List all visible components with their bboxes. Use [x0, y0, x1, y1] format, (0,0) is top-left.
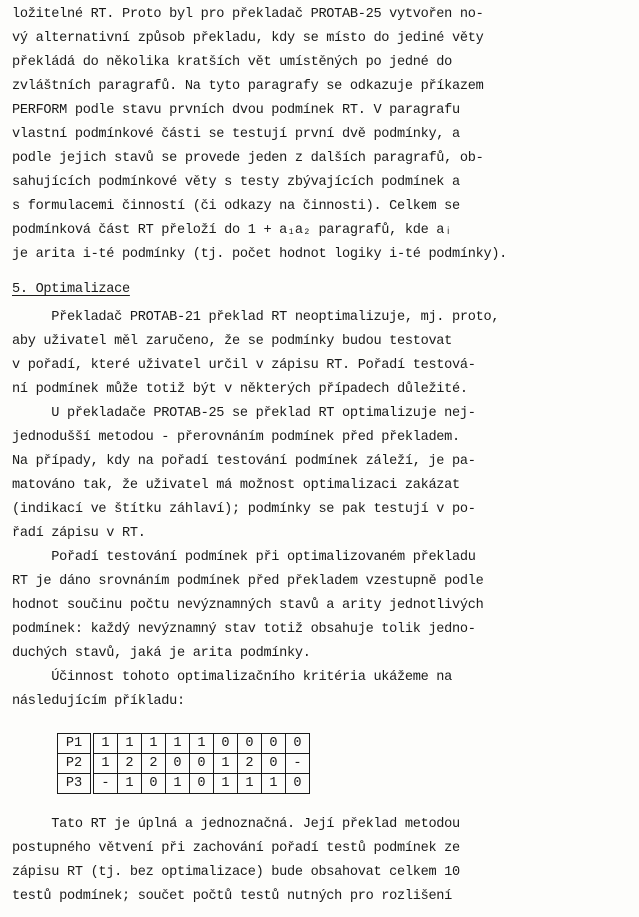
- text-line: sahujících podmínkové věty s testy zbývajících podmínek a: [12, 175, 460, 190]
- text-line: (indikací ve štítku záhlaví); podmínky se pak testují v po-: [12, 502, 476, 517]
- text-line: ní podmínek může totiž být v některých případech důležité.: [12, 382, 468, 397]
- text-line: RT je dáno srovnáním podmínek před překladem vzestupně podle: [12, 574, 484, 589]
- text-line: duchých stavů, jaká je arita podmínky.: [12, 646, 311, 661]
- table-cell: 0: [166, 754, 190, 774]
- text-line: Pořadí testování podmínek při optimalizovaném překladu: [12, 550, 476, 565]
- text-line: aby uživatel měl zaručeno, že se podmínky budou testovat: [12, 334, 453, 349]
- section-heading: 5. Optimalizace: [12, 282, 130, 297]
- text-line: Tato RT je úplná a jednoznačná. Její překlad metodou: [12, 817, 460, 832]
- text-line: je arita i-té podmínky (tj. počet hodnot logiky i-té podmínky).: [12, 247, 508, 262]
- text-line: hodnot součinu počtu nevýznamných stavů a arity jednotlivých: [12, 598, 484, 613]
- text-line: vlastní podmínkové části se testují první dvě podmínky, a: [12, 127, 460, 142]
- table-cell: 1: [118, 774, 142, 794]
- text-line: ložitelné RT. Proto byl pro překladač PROTAB-25 vytvořen no-: [12, 7, 484, 22]
- table-cell: 2: [142, 754, 166, 774]
- text-line: vý alternativní způsob překladu, kdy se místo do jediné věty: [12, 31, 484, 46]
- text-line: s formulacemi činností (či odkazy na činnosti). Celkem se: [12, 199, 460, 214]
- table-cell: 0: [142, 774, 166, 794]
- table-cell: 1: [92, 734, 118, 754]
- table-cell: 1: [166, 774, 190, 794]
- row-label: P3: [58, 774, 93, 794]
- table-row: [58, 754, 310, 774]
- table-cell: 1: [118, 734, 142, 754]
- table-cell: 0: [286, 734, 310, 754]
- table-cell: 2: [238, 754, 262, 774]
- text-line: následujícím příkladu:: [12, 694, 185, 709]
- table-row: [58, 734, 310, 754]
- table-cell: 1: [214, 774, 238, 794]
- table-cell: 1: [166, 734, 190, 754]
- text-line: Na případy, kdy na pořadí testování podmínek záleží, je pa-: [12, 454, 476, 469]
- table-cell: -: [92, 774, 118, 794]
- text-line: postupného větvení při zachování pořadí testů podmínek ze: [12, 841, 460, 856]
- text-line: podle jejich stavů se provede jeden z dalších paragrafů, ob-: [12, 151, 484, 166]
- text-line: zvláštních paragrafů. Na tyto paragrafy se odkazuje příkazem: [12, 79, 484, 94]
- table-cell: 1: [238, 774, 262, 794]
- table-cell: 1: [92, 754, 118, 774]
- row-label: P1: [58, 734, 93, 754]
- table-cell: -: [286, 754, 310, 774]
- text-line: matováno tak, že uživatel má možnost optimalizaci zakázat: [12, 478, 460, 493]
- text-line: testů podmínek; součet počtů testů nutných pro rozlišení: [12, 889, 453, 904]
- text-line: v pořadí, které uživatel určil v zápisu RT. Pořadí testová-: [12, 358, 476, 373]
- text-line: PERFORM podle stavu prvních dvou podmínek RT. V paragrafu: [12, 103, 460, 118]
- table-cell: 0: [238, 734, 262, 754]
- table-cell: 0: [190, 774, 214, 794]
- table-cell: 0: [262, 754, 286, 774]
- table-cell: 0: [262, 734, 286, 754]
- text-line: jednodušší metodou - přerovnáním podmínek před překladem.: [12, 430, 460, 445]
- table-cell: 0: [286, 774, 310, 794]
- text-line: překládá do několika kratších vět umístěných po jedné do: [12, 55, 453, 70]
- table-cell: 1: [142, 734, 166, 754]
- text-line: zápisu RT (tj. bez optimalizace) bude obsahovat celkem 10: [12, 865, 460, 880]
- table-cell: 1: [190, 734, 214, 754]
- text-line: podmínková část RT přeloží do 1 + a₁a₂ paragrafů, kde aᵢ: [12, 223, 453, 238]
- text-line: řadí zápisu v RT.: [12, 526, 146, 541]
- decision-table: [57, 733, 310, 794]
- text-line: podmínek: každý nevýznamný stav totiž obsahuje tolik jedno-: [12, 622, 476, 637]
- table-cell: 0: [214, 734, 238, 754]
- table-cell: 1: [262, 774, 286, 794]
- table-cell: 2: [118, 754, 142, 774]
- table-cell: 0: [190, 754, 214, 774]
- text-line: Účinnost tohoto optimalizačního kritéria ukážeme na: [12, 670, 453, 685]
- text-line: U překladače PROTAB-25 se překlad RT optimalizuje nej-: [12, 406, 476, 421]
- row-label: P2: [58, 754, 93, 774]
- table-row: [58, 774, 310, 794]
- text-line: Překladač PROTAB-21 překlad RT neoptimalizuje, mj. proto,: [12, 310, 500, 325]
- table-cell: 1: [214, 754, 238, 774]
